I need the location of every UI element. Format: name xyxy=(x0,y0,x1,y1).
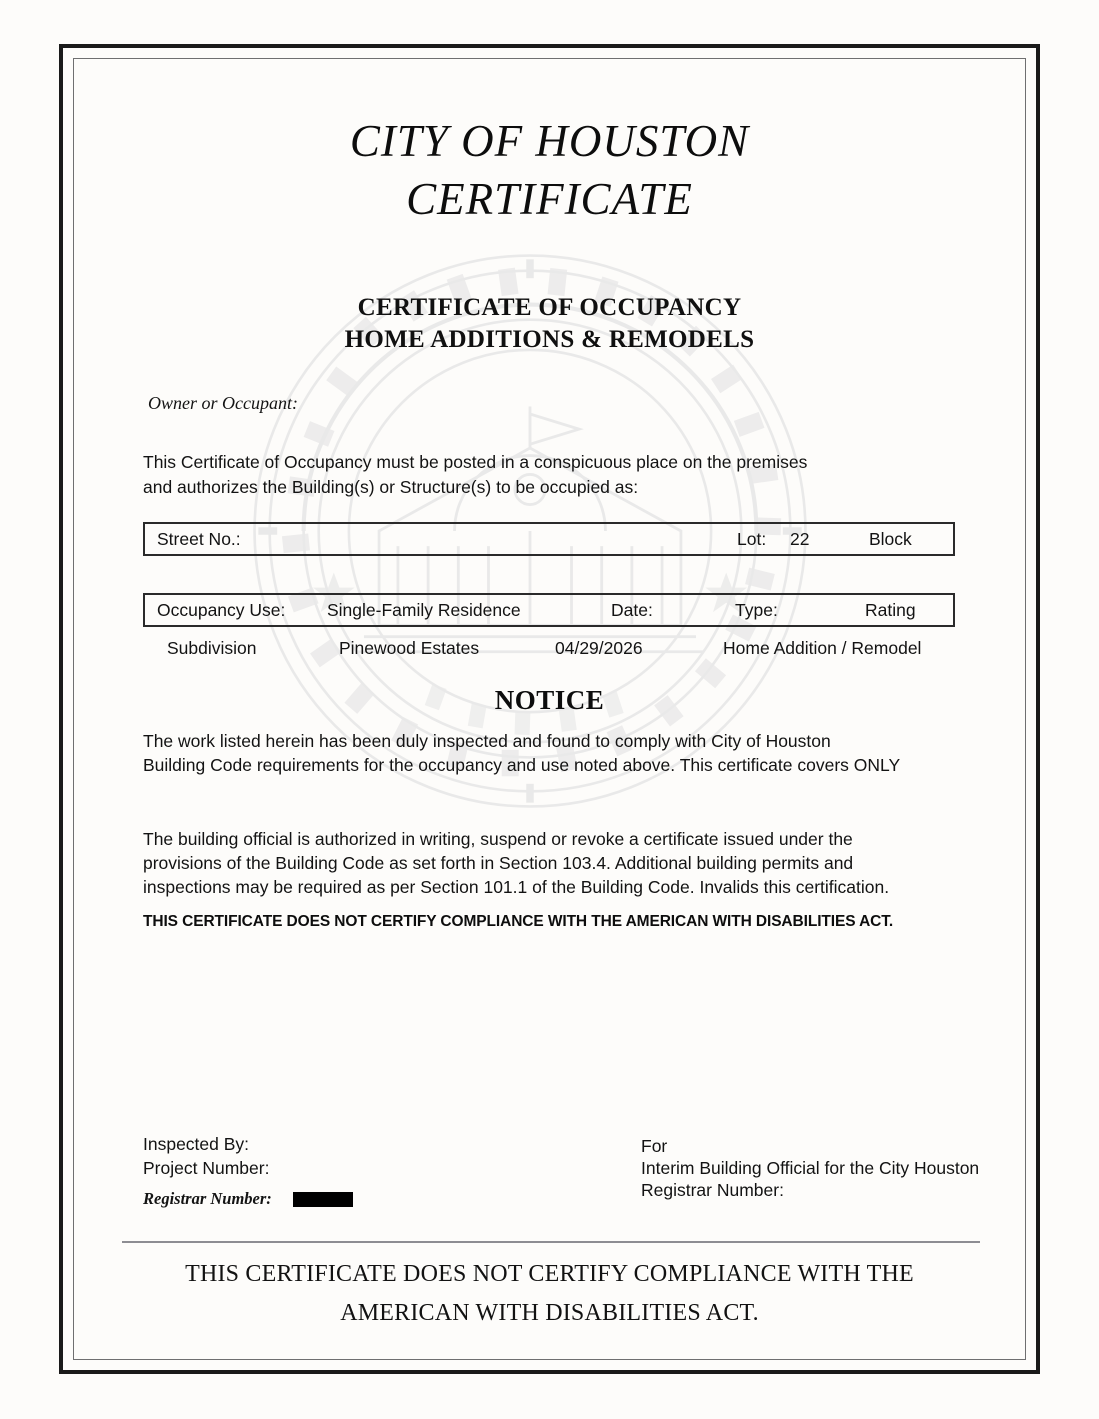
notice-p1-line-2: Building Code requirements for the occupancy and use noted above. This certificate covers ONLY xyxy=(143,755,901,775)
inspected-by-label: Inspected By: xyxy=(143,1134,250,1154)
for-label: For xyxy=(641,1136,668,1156)
block-label: Block xyxy=(869,529,912,549)
ada-disclaimer-inline: THIS CERTIFICATE DOES NOT CERTIFY COMPLIANCE WITH THE AMERICAN WITH DISABILITIES ACT. xyxy=(143,913,894,930)
occupancy-use-label: Occupancy Use: xyxy=(157,600,286,620)
street-info-box xyxy=(143,522,955,556)
intro-line-1: This Certificate of Occupancy must be posted in a conspicuous place on the premises xyxy=(143,452,808,472)
notice-paragraph-2 xyxy=(143,827,955,899)
footer-divider xyxy=(122,1241,980,1243)
footer-line-1: THIS CERTIFICATE DOES NOT CERTIFY COMPLIANCE WITH THE xyxy=(185,1261,914,1287)
registrar-number-row xyxy=(143,1188,583,1210)
title-line-2: CERTIFICATE xyxy=(406,174,693,224)
lot-label: Lot: xyxy=(737,529,767,549)
type-label: Type: xyxy=(735,600,778,620)
signature-block-left xyxy=(143,1132,583,1210)
subtitle xyxy=(0,292,1099,356)
right-registrar-number-label: Registrar Number: xyxy=(641,1180,784,1200)
subdivision-value[interactable]: Pinewood Estates xyxy=(339,638,480,658)
footer-line-2: AMERICAN WITH DISABILITIES ACT. xyxy=(340,1300,759,1326)
registrar-number-label: Registrar Number: xyxy=(143,1189,272,1208)
subtitle-line-2: HOME ADDITIONS & REMODELS xyxy=(344,326,755,353)
intro-paragraph xyxy=(143,450,933,500)
subdivision-row xyxy=(143,635,955,661)
subdivision-label: Subdivision xyxy=(167,638,257,658)
footer-disclaimer xyxy=(0,1255,1099,1333)
notice-heading: NOTICE xyxy=(494,685,605,715)
registrar-number-redaction-bar xyxy=(293,1192,353,1207)
occupancy-info-box xyxy=(143,593,955,627)
notice-p2-line-3: inspections may be required as per Section 101.1 of the Building Code. Invalids this certification. xyxy=(143,877,890,897)
title-line-1: CITY OF HOUSTON xyxy=(349,116,750,166)
type-value[interactable]: Home Addition / Remodel xyxy=(723,638,922,658)
street-no-value[interactable] xyxy=(285,524,725,554)
project-number-label: Project Number: xyxy=(143,1158,270,1178)
subtitle-line-1: CERTIFICATE OF OCCUPANCY xyxy=(357,294,742,321)
interim-building-official-label: Interim Building Official for the City Houston xyxy=(641,1158,980,1178)
lot-value[interactable]: 22 xyxy=(790,529,810,549)
block-value[interactable] xyxy=(931,524,951,554)
notice-p2-line-1: The building official is authorized in writing, suspend or revoke a certificate issued under the xyxy=(143,829,853,849)
page-title xyxy=(0,112,1099,228)
occupancy-use-value[interactable]: Single-Family Residence xyxy=(327,600,521,620)
intro-line-2: and authorizes the Building(s) or Structure(s) to be occupied as: xyxy=(143,477,639,497)
notice-p1-line-1: The work listed herein has been duly inspected and found to comply with City of Houston xyxy=(143,731,831,751)
signature-block-right xyxy=(641,1135,1001,1201)
notice-paragraph-1 xyxy=(143,729,955,777)
date-label: Date: xyxy=(611,600,653,620)
owner-or-occupant-label: Owner or Occupant: xyxy=(148,393,298,413)
rating-label: Rating xyxy=(865,600,916,620)
notice-p2-line-2: provisions of the Building Code as set forth in Section 103.4. Additional building permits and xyxy=(143,853,854,873)
street-no-label: Street No.: xyxy=(157,529,241,549)
date-value[interactable]: 04/29/2026 xyxy=(555,638,643,658)
